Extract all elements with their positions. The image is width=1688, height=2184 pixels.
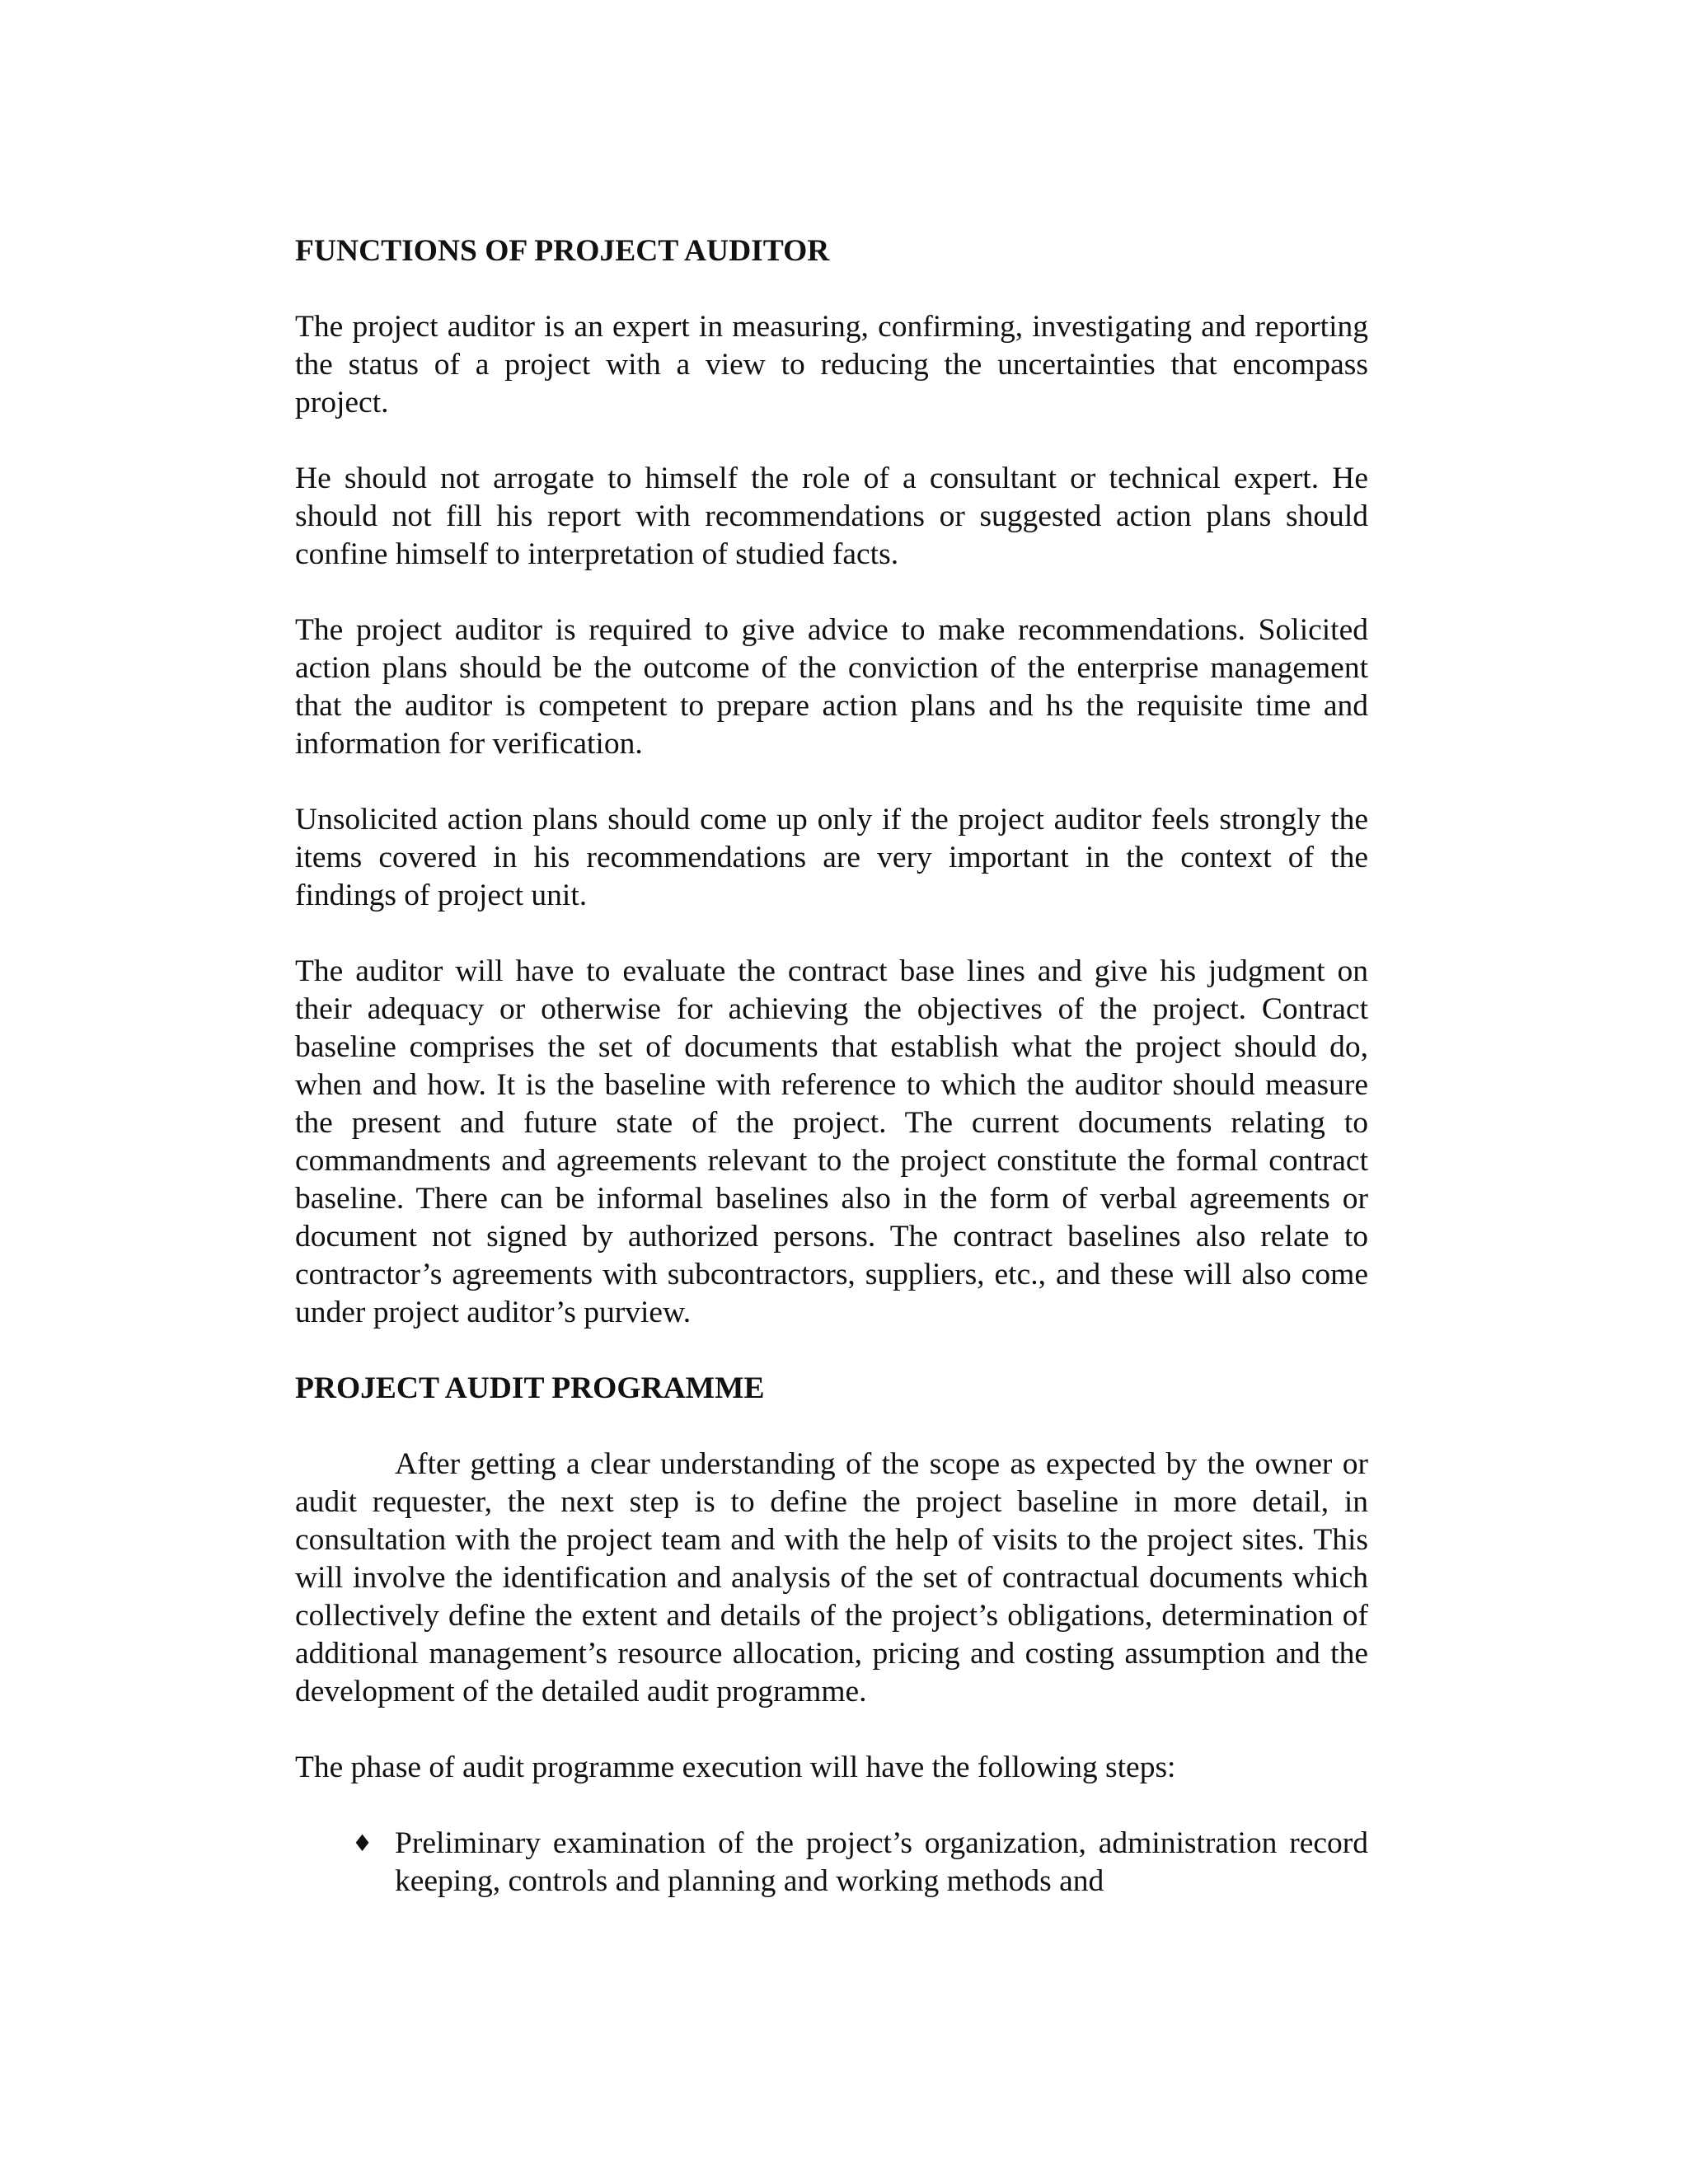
paragraph: Unsolicited action plans should come up only if the project auditor feels strongly the items covered in his recommendations are very important in the context of the findings of project unit.	[295, 803, 1368, 912]
section-project-audit-programme	[295, 1370, 1368, 1900]
section-functions-of-project-auditor	[295, 232, 1368, 1332]
paragraph: After getting a clear understanding of the scope as expected by the owner or audit requester, the next step is to define the project baseline in more detail, in consultation with the project team and with the help of visits to the project sites. This will involve the identification and analysis of the set of contractual documents which collectively define the extent and details of the project’s obligations, determination of additional management’s resource allocation, pricing and costing assumption and the development of the detailed audit programme.	[295, 1447, 1368, 1708]
list-item	[352, 1825, 1368, 1900]
section-heading: PROJECT AUDIT PROGRAMME	[295, 1371, 765, 1405]
paragraph: The project auditor is an expert in measuring, confirming, investigating and reporting the status of a project with a view to reducing the uncertainties that encompass project.	[295, 310, 1368, 419]
section-heading: FUNCTIONS OF PROJECT AUDITOR	[295, 234, 830, 268]
bullet-list	[295, 1825, 1368, 1900]
document-page	[295, 232, 1368, 1900]
diamond-bullet-icon: ♦	[352, 1830, 373, 1857]
paragraph: He should not arrogate to himself the role of a consultant or technical expert. He should not fill his report with recommendations or suggested action plans should confine himself to interpretation of studied facts.	[295, 462, 1368, 571]
paragraph: The phase of audit programme execution will have the following steps:	[295, 1750, 1176, 1784]
paragraph: The project auditor is required to give advice to make recommendations. Solicited action plans should be the outcome of the conviction of the enterprise management that the auditor is competent to prepare action plans and hs the requisite time and information for verification.	[295, 613, 1368, 761]
list-item-text: Preliminary examination of the project’s organization, administration record keeping, controls and planning and working methods and	[395, 1826, 1368, 1898]
paragraph: The auditor will have to evaluate the contract base lines and give his judgment on their adequacy or otherwise for achieving the objectives of the project. Contract baseline comprises the set of documents that establish what the project should do, when and how. It is the baseline with reference to which the auditor should measure the present and future state of the project. The current documents relating to commandments and agreements relevant to the project constitute the formal contract baseline. There can be informal baselines also in the form of verbal agreements or document not signed by authorized persons. The contract baselines also relate to contractor’s agreements with subcontractors, suppliers, etc., and these will also come under project auditor’s purview.	[295, 954, 1368, 1329]
